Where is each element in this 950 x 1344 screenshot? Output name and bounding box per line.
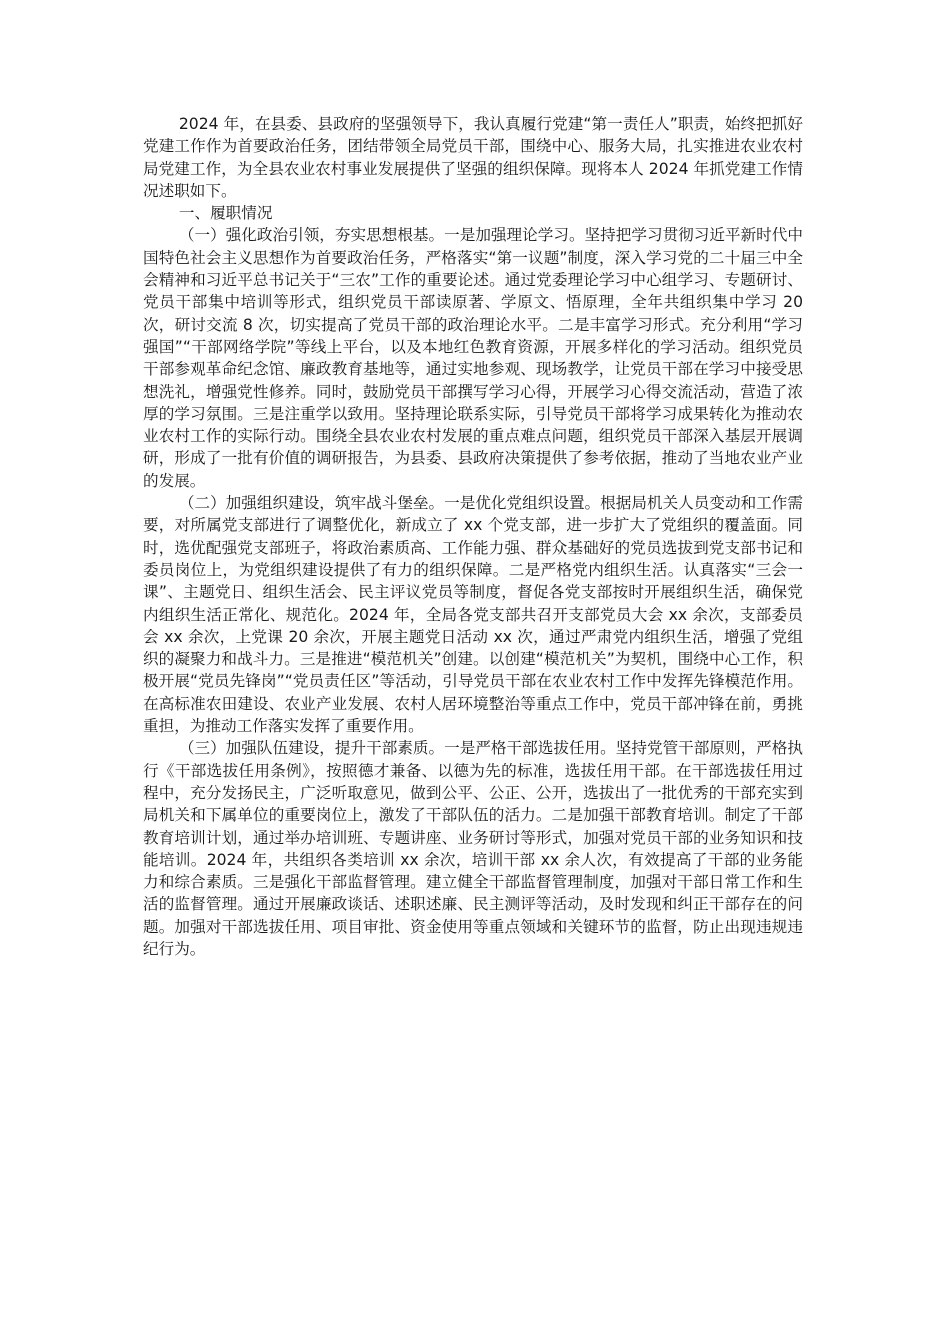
body-paragraph-1: （一）强化政治引领，夯实思想根基。一是加强理论学习。坚持把学习贯彻习近平新时代中国特色社会主义思想作为首要政治任务，严格落实“第一议题”制度，深入学习党的二十届三中全会精神和习近平总书记关于“三农”工作的重要论述。通过党委理论学习中心组学习、专题研讨、党员干部集中培训等形式，组织党员干部读原著、学原文、悟原理，全年共组织集中学习 20 次，研讨交流 8 次，切实提高了党员干部的政治理论水平。二是丰富学习形式。充分利用“学习强国”“干部网络学院”等线上平台，以及本地红色教育资源，开展多样化的学习活动。组织党员干部参观革命纪念馆、廉政教育基地等，通过实地参观、现场教学，让党员干部在学习中接受思想洗礼，增强党性修养。同时，鼓励党员干部撰写学习心得，开展学习心得交流活动，营造了浓厚的学习氛围。三是注重学以致用。坚持理论联系实际，引导党员干部将学习成果转化为推动农业农村工作的实际行动。围绕全县农业农村发展的重点难点问题，组织党员干部深入基层开展调研，形成了一批有价值的调研报告，为县委、县政府决策提供了参考依据，推动了当地农业产业的发展。 <box>143 226 803 490</box>
document-body <box>143 113 803 960</box>
intro-paragraph: 2024 年，在县委、县政府的坚强领导下，我认真履行党建“第一责任人”职责，始终把抓好党建工作作为首要政治任务，团结带领全局党员干部，围绕中心、服务大局，扎实推进农业农村局党建工作，为全县农业农村事业发展提供了坚强的组织保障。现将本人 2024 年抓党建工作情况述职如下。 <box>143 115 803 200</box>
body-paragraph-3: （三）加强队伍建设，提升干部素质。一是严格干部选拔任用。坚持党管干部原则，严格执行《干部选拔任用条例》，按照德才兼备、以德为先的标准，选拔任用干部。在干部选拔任用过程中，充分发扬民主，广泛听取意见，做到公平、公正、公开，选拔出了一批优秀的干部充实到局机关和下属单位的重要岗位上，激发了干部队伍的活力。二是加强干部教育培训。制定了干部教育培训计划，通过举办培训班、专题讲座、业务研讨等形式，加强对党员干部的业务知识和技能培训。2024 年，共组织各类培训 xx 余次，培训干部 xx 余人次，有效提高了干部的业务能力和综合素质。三是强化干部监督管理。建立健全干部监督管理制度，加强对干部日常工作和生活的监督管理。通过开展廉政谈话、述职述廉、民主测评等活动，及时发现和纠正干部存在的问题。加强对干部选拔任用、项目审批、资金使用等重点领域和关键环节的监督，防止出现违规违纪行为。 <box>143 739 803 958</box>
section-heading: 一、履职情况 <box>178 204 273 223</box>
body-paragraph-2: （二）加强组织建设，筑牢战斗堡垒。一是优化党组织设置。根据局机关人员变动和工作需要，对所属党支部进行了调整优化，新成立了 xx 个党支部，进一步扩大了党组织的覆盖面。同时，选优配强党支部班子，将政治素质高、工作能力强、群众基础好的党员选拔到党支部书记和委员岗位上，为党组织建设提供了有力的组织保障。二是严格党内组织生活。认真落实“三会一课”、主题党日、组织生活会、民主评议党员等制度，督促各党支部按时开展组织生活，确保党内组织生活正常化、规范化。2024 年，全局各党支部共召开支部党员大会 xx 余次，支部委员会 xx 余次，上党课 20 余次，开展主题党日活动 xx 次，通过严肃党内组织生活，增强了党组织的凝聚力和战斗力。三是推进“模范机关”创建。以创建“模范机关”为契机，围绕中心工作，积极开展“党员先锋岗”“党员责任区”等活动，引导党员干部在农业农村工作中发挥先锋模范作用。在高标准农田建设、农业产业发展、农村人居环境整治等重点工作中，党员干部冲锋在前，勇挑重担，为推动工作落实发挥了重要作用。 <box>143 494 803 736</box>
